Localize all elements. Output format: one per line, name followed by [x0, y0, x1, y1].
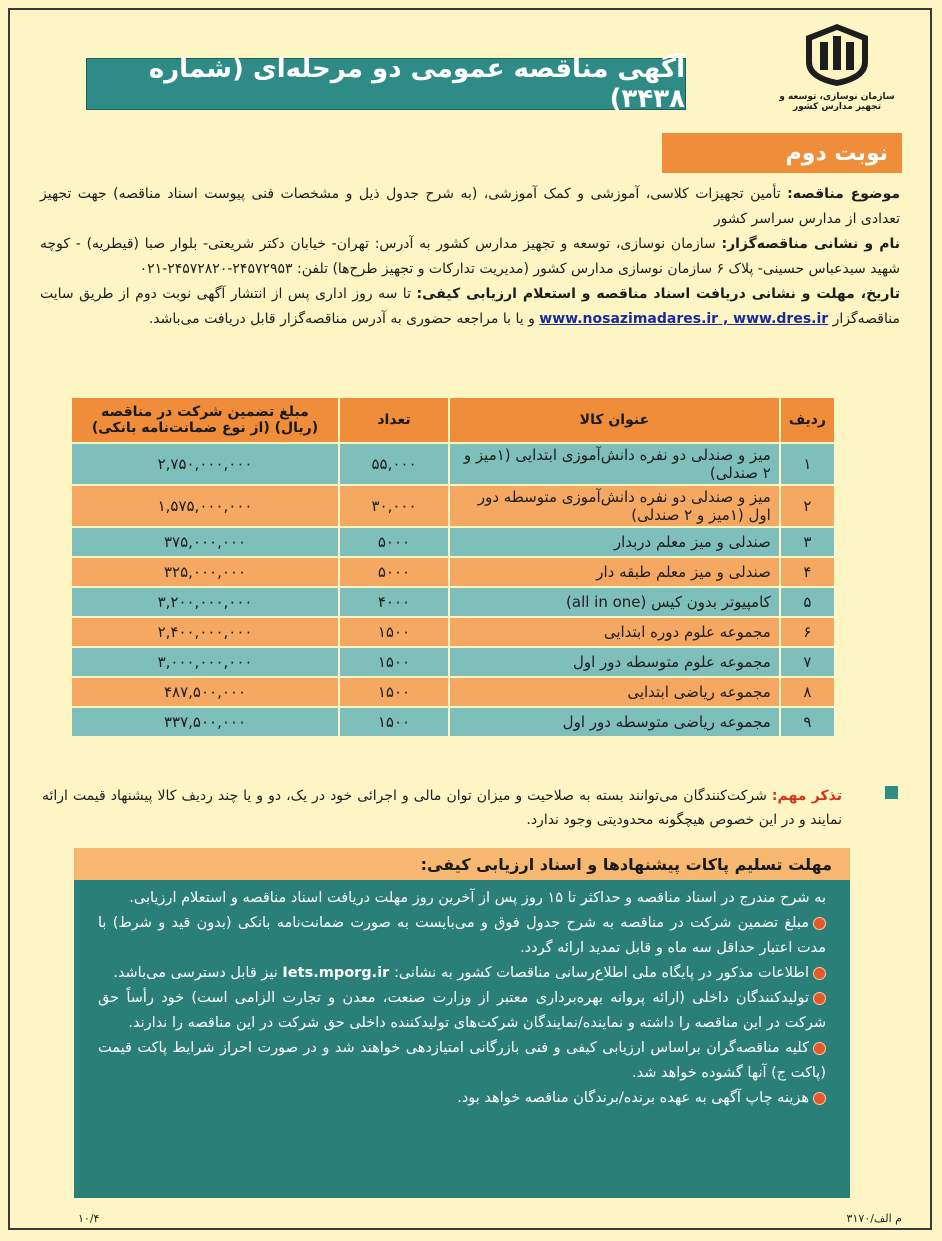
row-amount: ۲,۷۵۰,۰۰۰,۰۰۰: [71, 443, 339, 485]
header-name: عنوان کالا: [449, 397, 780, 443]
table-row: [71, 647, 835, 677]
important-note: [42, 784, 842, 832]
row-index: ۴: [780, 557, 835, 587]
row-qty: ۵۵,۰۰۰: [339, 443, 449, 485]
table-row: [71, 677, 835, 707]
emblem-icon: [802, 22, 872, 88]
row-name: مجموعه ریاضی متوسطه دور اول: [449, 707, 780, 737]
link-dres[interactable]: www.dres.ir: [733, 311, 829, 327]
row-name: مجموعه علوم متوسطه دور اول: [449, 647, 780, 677]
deadline-item-text: تولیدکنندگان داخلی (ارائه پروانه بهره‌برداری معتبر از وزارت صنعت، معدن و تجارت الزامی است) خود رأساً حق شرکت در این مناقصه را داشته و نماینده/نمایندگان شرکت‌های تولیدکننده داخلی حق شرکت در این مناقصه را ندارند.: [98, 990, 826, 1031]
deadline-item: [98, 911, 826, 961]
round-badge: نوبت دوم: [662, 133, 902, 173]
note-text: شرکت‌کنندگان می‌توانند بسته به صلاحیت و میزان توان مالی و اجرائی خود در یک، دو و یا چند ردیف کالا پیشنهاد قیمت ارائه نمایند و در این خصوص هیچگونه محدودیتی وجود ندارد.: [42, 788, 842, 828]
row-index: ۶: [780, 617, 835, 647]
table-row: [71, 587, 835, 617]
row-name: صندلی و میز معلم طبقه دار: [449, 557, 780, 587]
row-amount: ۱,۵۷۵,۰۰۰,۰۰۰: [71, 485, 339, 527]
row-amount: ۲,۴۰۰,۰۰۰,۰۰۰: [71, 617, 339, 647]
row-amount: ۴۸۷,۵۰۰,۰۰۰: [71, 677, 339, 707]
header-amount: مبلغ تضمین شرکت در مناقصه (ریال) (از نوع ضمانت‌نامه بانکی): [71, 397, 339, 443]
row-name: مجموعه علوم دوره ابتدایی: [449, 617, 780, 647]
row-qty: ۱۵۰۰: [339, 677, 449, 707]
row-index: ۹: [780, 707, 835, 737]
bullet-icon: [813, 992, 826, 1005]
row-index: ۲: [780, 485, 835, 527]
table-row: [71, 557, 835, 587]
organization-name: سازمان نوسازی، توسعه و تجهیز مدارس کشور: [779, 92, 895, 112]
deadline-body: [74, 880, 850, 1111]
header-index: ردیف: [780, 397, 835, 443]
deadline-item-text: اطلاعات مذکور در پایگاه ملی اطلاع‌رسانی مناقصات کشور به نشانی:: [393, 965, 809, 981]
row-index: ۵: [780, 587, 835, 617]
deadline-item: [98, 961, 826, 986]
subject-text: تأمین تجهیزات کلاسی، آموزشی و کمک آموزشی، (به شرح جدول ذیل و مشخصات فنی پیوست اسناد مناقصه) جهت تجهیز تعدادی از مدارس سراسر کشور: [40, 186, 900, 227]
organizer-text: سازمان نوسازی، توسعه و تجهیز مدارس کشور به آدرس: تهران- خیابان دکتر شریعتی- بلوار صبا (قیطریه) - کوچه شهید سیدعباس حسینی- پلاک ۶ سازمان نوسازی مدارس کشور (مدیریت تدارکات و تجهیز طرح‌ها) تلفن: ۲۴۵۷۲۹۵۳-۲۴۵۷۲۸۲۰-۰۲۱: [40, 236, 900, 277]
bullet-icon: [813, 917, 826, 930]
row-amount: ۳۳۷,۵۰۰,۰۰۰: [71, 707, 339, 737]
deadline-box: [74, 848, 850, 1198]
deadline-item-text: مبلغ تضمین شرکت در مناقصه به شرح جدول فوق و می‌بایست به صورت ضمانت‌نامه بانکی (بدون قید و شرط) با مدت اعتبار حداقل سه ماه و قابل تمدید ارائه گردد.: [98, 915, 826, 956]
row-index: ۳: [780, 527, 835, 557]
table-header-row: [71, 397, 835, 443]
row-name: میز و صندلی دو نفره دانش‌آموزی متوسطه دور اول (۱میز و ۲ صندلی): [449, 485, 780, 527]
bullet-icon: [813, 967, 826, 980]
date-text: تا سه روز اداری پس از انتشار آگهی نوبت دوم از طریق سایت مناقصه‌گزار: [40, 286, 900, 327]
link-separator: ,: [718, 311, 734, 327]
row-name: صندلی و میز معلم دربدار: [449, 527, 780, 557]
organization-logo: [772, 22, 902, 122]
row-index: ۸: [780, 677, 835, 707]
link-iets[interactable]: Iets.mporg.ir: [282, 965, 390, 981]
row-amount: ۳۲۵,۰۰۰,۰۰۰: [71, 557, 339, 587]
row-name: کامپیوتر بدون کیس (all in one): [449, 587, 780, 617]
deadline-item: [98, 1036, 826, 1086]
date-text-end: و یا با مراجعه حضوری به آدرس مناقصه‌گزار قابل دریافت می‌باشد.: [148, 311, 535, 327]
items-table: [70, 396, 836, 738]
bullet-icon: [813, 1092, 826, 1105]
subject-label: موضوع مناقصه:: [787, 186, 901, 202]
date-label: تاریخ، مهلت و نشانی دریافت اسناد مناقصه و استعلام ارزیابی کیفی:: [416, 286, 900, 302]
row-name: میز و صندلی دو نفره دانش‌آموزی ابتدایی (۱میز و ۲ صندلی): [449, 443, 780, 485]
deadline-item: [98, 1086, 826, 1111]
deadline-intro: به شرح مندرج در اسناد مناقصه و حداکثر تا ۱۵ روز پس از آخرین روز مهلت دریافت اسناد مناقصه و استعلام ارزیابی.: [129, 890, 826, 906]
table-row: [71, 617, 835, 647]
table-row: [71, 443, 835, 485]
table-row: [71, 707, 835, 737]
row-qty: ۱۵۰۰: [339, 617, 449, 647]
row-name: مجموعه ریاضی ابتدایی: [449, 677, 780, 707]
organizer-label: نام و نشانی مناقصه‌گزار:: [721, 236, 900, 252]
link-nosazimadares[interactable]: www.nosazimadares.ir: [539, 311, 719, 327]
row-index: ۷: [780, 647, 835, 677]
bullet-icon: [813, 1042, 826, 1055]
footer-page-number: ۱۰/۴: [78, 1212, 100, 1225]
deadline-title: مهلت تسلیم پاکات پیشنهادها و اسناد ارزیابی کیفی:: [74, 848, 850, 880]
note-label: تذکر مهم:: [771, 788, 842, 804]
deadline-item-text-end: نیز قابل دسترسی می‌باشد.: [113, 965, 278, 981]
row-index: ۱: [780, 443, 835, 485]
tender-details: [40, 182, 900, 332]
row-qty: ۵۰۰۰: [339, 557, 449, 587]
table-row: [71, 485, 835, 527]
row-qty: ۱۵۰۰: [339, 707, 449, 737]
row-qty: ۵۰۰۰: [339, 527, 449, 557]
footer-reference: م الف/۳۱۷۰: [846, 1212, 902, 1225]
row-qty: ۳۰,۰۰۰: [339, 485, 449, 527]
note-square-icon: [885, 786, 898, 799]
row-qty: ۴۰۰۰: [339, 587, 449, 617]
deadline-item-text: هزینه چاپ آگهی به عهده برنده/برندگان مناقصه خواهد بود.: [457, 1090, 809, 1106]
deadline-item-text: کلیه مناقصه‌گران براساس ارزیابی کیفی و فنی بازرگانی امتیازدهی خواهند شد و در صورت احراز شرایط پاکت قیمت (پاکت ج) آنها گشوده خواهد شد.: [98, 1040, 826, 1081]
header-qty: تعداد: [339, 397, 449, 443]
row-amount: ۳,۲۰۰,۰۰۰,۰۰۰: [71, 587, 339, 617]
row-amount: ۳۷۵,۰۰۰,۰۰۰: [71, 527, 339, 557]
page-title: آگهی مناقصه عمومی دو مرحله‌ای (شماره ۳۴۳۸): [86, 58, 686, 110]
table-row: [71, 527, 835, 557]
row-amount: ۳,۰۰۰,۰۰۰,۰۰۰: [71, 647, 339, 677]
deadline-item: [98, 986, 826, 1036]
row-qty: ۱۵۰۰: [339, 647, 449, 677]
